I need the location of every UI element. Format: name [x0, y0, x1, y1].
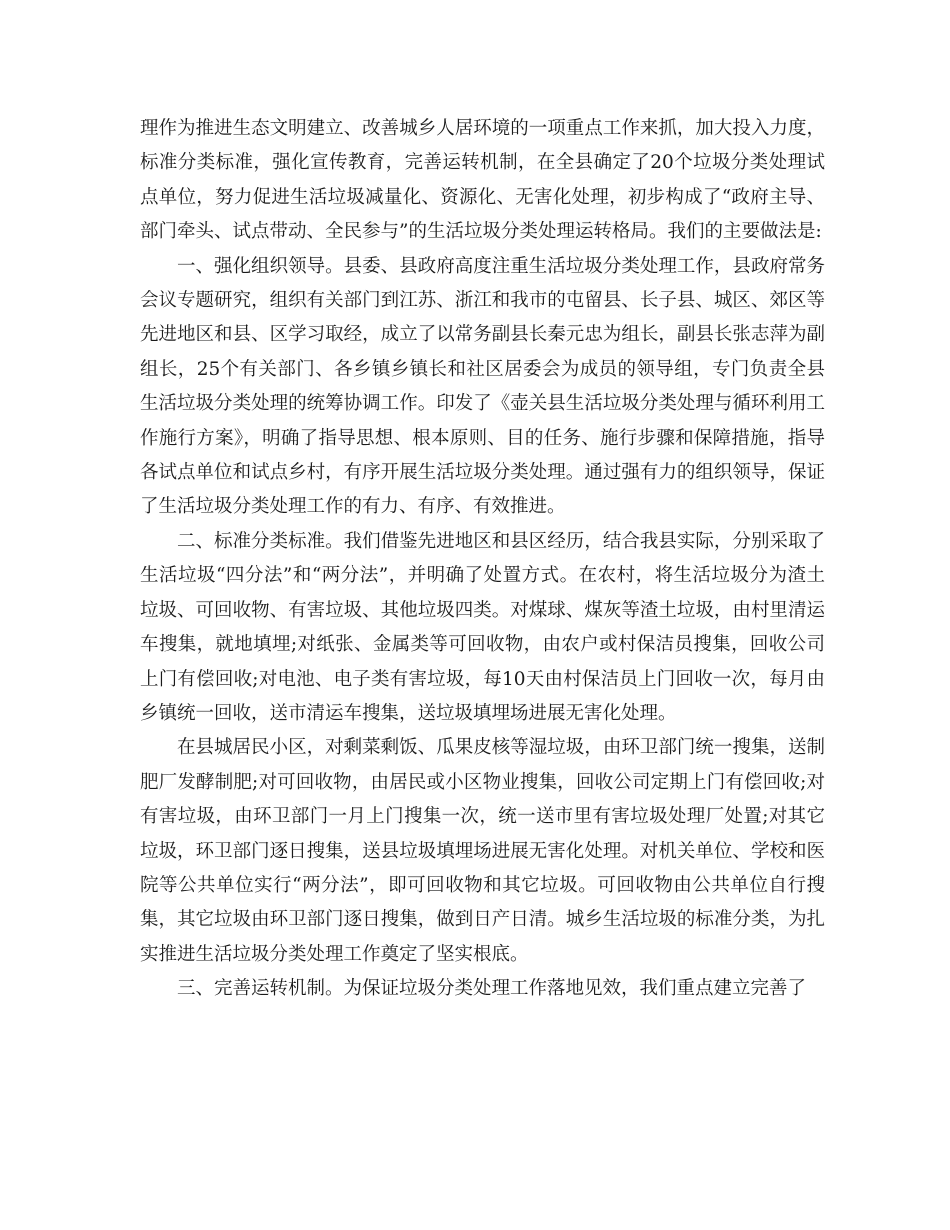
paragraph-organization-leadership: 一、强化组织领导。县委、县政府高度注重生活垃圾分类处理工作，县政府常务会议专题研究，组织有关部门到江苏、浙江和我市的屯留县、长子县、城区、郊区等先进地区和县、区学习取经，成立了以常务副县长秦元忠为组长，副县长张志萍为副组长，25个有关部门、各乡镇乡镇长和社区居委会为成员的领导组，专门负责全县生活垃圾分类处理的统筹协调工作。印发了《壶关县生活垃圾分类处理与循环利用工作施行方案》，明确了指导思想、根本原则、目的任务、施行步骤和保障措施，指导各试点单位和试点乡村，有序开展生活垃圾分类处理。通过强有力的组织领导，保证了生活垃圾分类处理工作的有力、有序、有效推进。: [140, 255, 825, 518]
paragraph-intro: 理作为推进生态文明建立、改善城乡人居环境的一项重点工作来抓，加大投入力度，标准分类标准，强化宣传教育，完善运转机制，在全县确定了20个垃圾分类处理试点单位，努力促进生活垃圾减量化、资源化、无害化处理，初步构成了“政府主导、部门牵头、试点带动、全民参与”的生活垃圾分类处理运转格局。我们的主要做法是:: [140, 118, 825, 243]
paragraph-county-residential: 在县城居民小区，对剩菜剩饭、瓜果皮核等湿垃圾，由环卫部门统一搜集，送制肥厂发酵制肥;对可回收物，由居民或小区物业搜集，回收公司定期上门有偿回收;对有害垃圾，由环卫部门一月上门搜集一次，统一送市里有害垃圾处理厂处置;对其它垃圾，环卫部门逐日搜集，送县垃圾填埋场进展无害化处理。对机关单位、学校和医院等公共单位实行“两分法”，即可回收物和其它垃圾。可回收物由公共单位自行搜集，其它垃圾由环卫部门逐日搜集，做到日产日清。城乡生活垃圾的标准分类，为扎实推进生活垃圾分类处理工作奠定了坚实根底。: [140, 737, 825, 965]
document-body: [140, 112, 825, 1007]
paragraph-operation-mechanism: 三、完善运转机制。为保证垃圾分类处理工作落地见效，我们重点建立完善了: [177, 978, 807, 1000]
paragraph-classification-standard: 二、标准分类标准。我们借鉴先进地区和县区经历，结合我县实际，分别采取了生活垃圾“四分法”和“两分法”，并明确了处置方式。在农村，将生活垃圾分为渣土垃圾、可回收物、有害垃圾、其他垃圾四类。对煤球、煤灰等渣土垃圾，由村里清运车搜集，就地填埋;对纸张、金属类等可回收物，由农户或村保洁员搜集，回收公司上门有偿回收;对电池、电子类有害垃圾，每10天由村保洁员上门回收一次，每月由乡镇统一回收，送市清运车搜集，送垃圾填埋场进展无害化处理。: [140, 530, 825, 724]
